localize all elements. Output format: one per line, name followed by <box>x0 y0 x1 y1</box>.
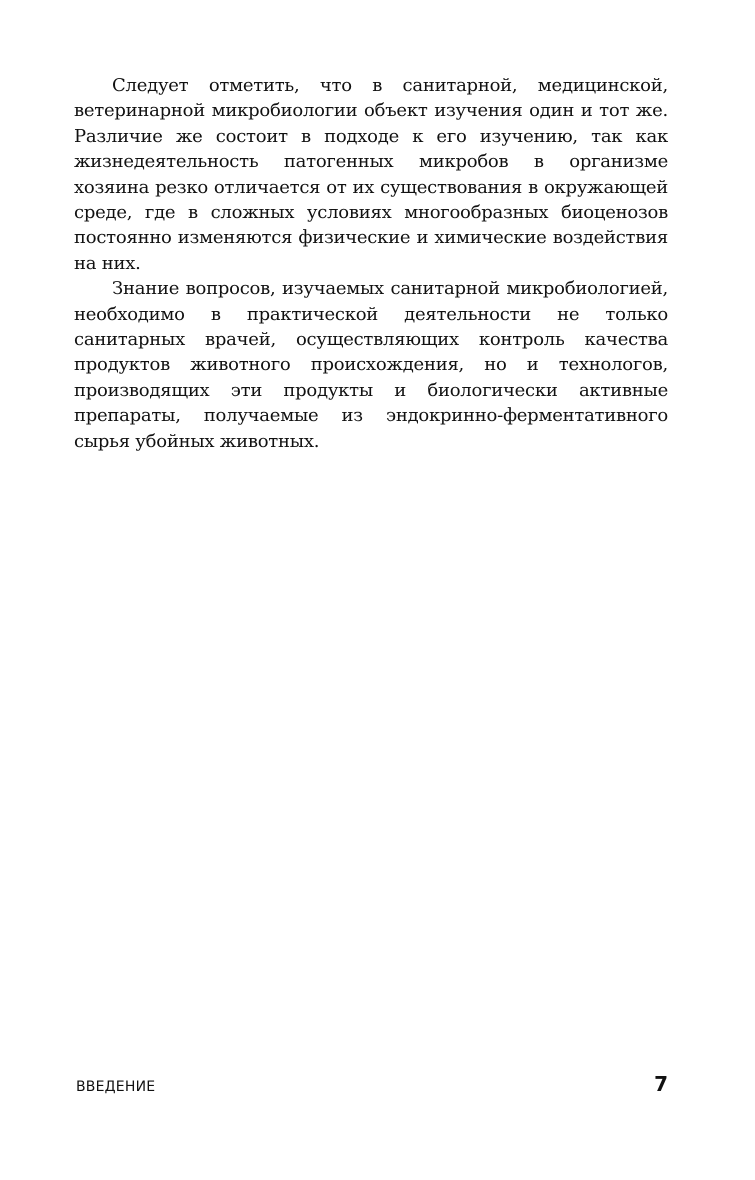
page-number: 7 <box>654 1072 668 1096</box>
page-body <box>74 73 668 454</box>
page-footer <box>76 1072 668 1096</box>
paragraph-2: Знание вопросов, изучаемых санитарной микробиологией, необходимо в практической деятельности не только санитарных врачей, осуществляющих контроль качества продуктов животного происхождения, но и технологов, производящих эти продукты и биологически активные препараты, получаемые из эндокринно-ферментативного сырья убойных животных. <box>74 278 668 452</box>
running-head: ВВЕДЕНИЕ <box>76 1079 156 1095</box>
paragraph-1: Следует отметить, что в санитарной, медицинской, ветеринарной микробиологии объект изучения один и тот же. Различие же состоит в подходе к его изучению, так как жизнедеятельность патогенных микробов в организме хозяина резко отличается от их существования в окружающей среде, где в сложных условиях многообразных биоценозов постоянно изменяются физические и химические воздействия на них. <box>74 75 668 274</box>
